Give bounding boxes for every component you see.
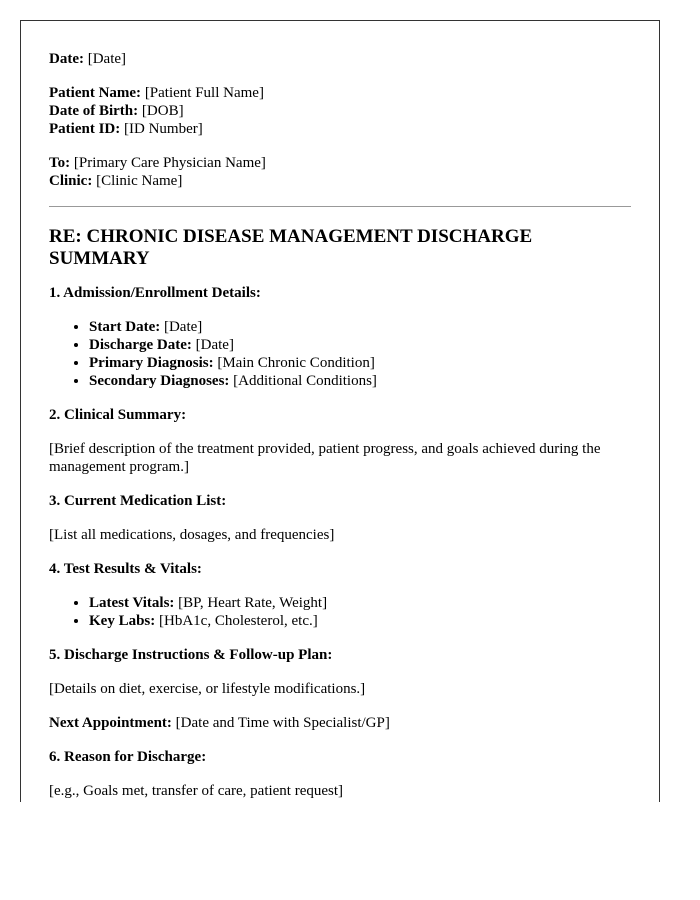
- dob-value: [DOB]: [141, 103, 184, 119]
- admission-list: [49, 318, 631, 390]
- reason-text: [e.g., Goals met, transfer of care, patient request]: [49, 783, 344, 799]
- patient-name-label: Patient Name:: [49, 85, 142, 101]
- next-appointment-label: Next Appointment:: [49, 715, 172, 731]
- letter-page: [20, 20, 660, 802]
- medication-text: [List all medications, dosages, and frequencies]: [49, 527, 335, 543]
- clinic-line: [49, 172, 631, 190]
- key-labs-value: [HbA1c, Cholesterol, etc.]: [159, 613, 318, 629]
- clinic-label: Clinic:: [49, 173, 93, 189]
- list-item: [89, 318, 631, 336]
- clinical-summary-heading: 2. Clinical Summary:: [49, 407, 187, 423]
- secondary-diagnoses-label: Secondary Diagnoses:: [89, 373, 230, 389]
- primary-diagnosis-value: [Main Chronic Condition]: [217, 355, 375, 371]
- start-date-label: Start Date:: [89, 319, 161, 335]
- dob-label: Date of Birth:: [49, 103, 139, 119]
- list-item: [89, 594, 631, 612]
- recipient-info: [49, 154, 631, 190]
- date-value: [Date]: [87, 51, 127, 67]
- clinic-value: [Clinic Name]: [96, 173, 183, 189]
- to-value: [Primary Care Physician Name]: [73, 155, 266, 171]
- key-labs-label: Key Labs:: [89, 613, 156, 629]
- instructions-heading: 5. Discharge Instructions & Follow-up Plan:: [49, 647, 333, 663]
- latest-vitals-value: [BP, Heart Rate, Weight]: [178, 595, 328, 611]
- secondary-diagnoses-value: [Additional Conditions]: [233, 373, 377, 389]
- discharge-date-label: Discharge Date:: [89, 337, 192, 353]
- to-line: [49, 154, 631, 172]
- patient-name-line: [49, 84, 631, 102]
- medication-heading: 3. Current Medication List:: [49, 493, 227, 509]
- next-appointment-line: [49, 714, 631, 732]
- patient-name-value: [Patient Full Name]: [144, 85, 264, 101]
- list-item: [89, 336, 631, 354]
- patient-info: [49, 84, 631, 138]
- start-date-value: [Date]: [163, 319, 203, 335]
- tests-heading: 4. Test Results & Vitals:: [49, 561, 202, 577]
- next-appointment-value: [Date and Time with Specialist/GP]: [175, 715, 390, 731]
- divider: [49, 206, 631, 207]
- date-line: [49, 50, 631, 68]
- list-item: [89, 372, 631, 390]
- clinical-summary-text: [Brief description of the treatment provided, patient progress, and goals achieved during the management program.]: [49, 441, 601, 475]
- admission-heading: 1. Admission/Enrollment Details:: [49, 285, 261, 301]
- patient-id-line: [49, 120, 631, 138]
- patient-id-value: [ID Number]: [124, 121, 203, 137]
- instructions-text: [Details on diet, exercise, or lifestyle modifications.]: [49, 681, 366, 697]
- list-item: [89, 612, 631, 630]
- document-title: RE: CHRONIC DISEASE MANAGEMENT DISCHARGE SUMMARY: [49, 226, 533, 269]
- dob-line: [49, 102, 631, 120]
- to-label: To:: [49, 155, 71, 171]
- latest-vitals-label: Latest Vitals:: [89, 595, 175, 611]
- patient-id-label: Patient ID:: [49, 121, 121, 137]
- reason-heading: 6. Reason for Discharge:: [49, 749, 207, 765]
- discharge-date-value: [Date]: [195, 337, 234, 353]
- date-label: Date:: [49, 51, 84, 67]
- list-item: [89, 354, 631, 372]
- primary-diagnosis-label: Primary Diagnosis:: [89, 355, 214, 371]
- tests-list: [49, 594, 631, 630]
